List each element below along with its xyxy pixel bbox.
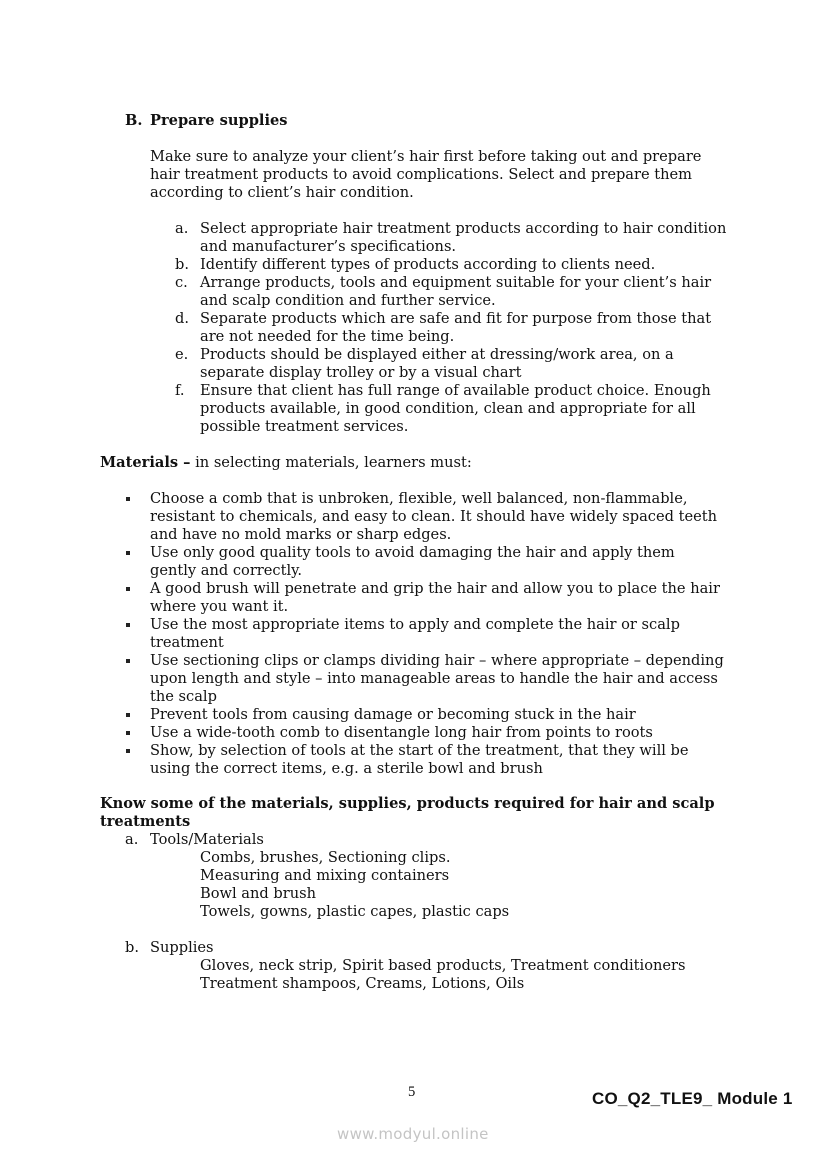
bullet-icon: [126, 497, 130, 501]
bullet-line: Use only good quality tools to avoid damaging the hair and apply them: [150, 544, 675, 561]
bullet-line: A good brush will penetrate and grip the hair and allow you to place the hair: [150, 580, 720, 597]
watermark: www.modyul.online: [337, 1125, 489, 1143]
bullet-line: Choose a comb that is unbroken, flexible, well balanced, non-flammable,: [150, 490, 688, 507]
group-label: b.: [125, 939, 139, 956]
page-number: 5: [408, 1084, 416, 1100]
group-line: Gloves, neck strip, Spirit based products, Treatment conditioners: [200, 957, 686, 974]
bullet-line: Use a wide-tooth comb to disentangle long hair from points to roots: [150, 724, 653, 741]
bullet-icon: [126, 713, 130, 717]
list-item-line: Select appropriate hair treatment products according to hair condition: [200, 220, 727, 237]
list-item-line: are not needed for the time being.: [200, 328, 455, 345]
bullet-line: where you want it.: [150, 598, 289, 615]
bullet-line: Prevent tools from causing damage or becoming stuck in the hair: [150, 706, 636, 723]
bullet-icon: [126, 551, 130, 555]
group-title: Supplies: [150, 939, 214, 956]
bullet-line: gently and correctly.: [150, 562, 303, 579]
list-label: b.: [175, 256, 189, 273]
list-item-line: and manufacturer’s specifications.: [200, 238, 457, 255]
group-title: Tools/Materials: [150, 831, 264, 848]
bullet-line: upon length and style – into manageable areas to handle the hair and access: [150, 670, 718, 687]
bullet-line: the scalp: [150, 688, 217, 705]
list-item-line: and scalp condition and further service.: [200, 292, 496, 309]
intro-line: Make sure to analyze your client’s hair first before taking out and prepare: [150, 148, 702, 165]
intro-line: according to client’s hair condition.: [150, 184, 414, 201]
section-title: Prepare supplies: [150, 112, 288, 129]
bullet-line: resistant to chemicals, and easy to clean. It should have widely spaced teeth: [150, 508, 717, 525]
group-line: Combs, brushes, Sectioning clips.: [200, 849, 451, 866]
list-item-line: separate display trolley or by a visual chart: [200, 364, 522, 381]
group-label: a.: [125, 831, 139, 848]
group-line: Measuring and mixing containers: [200, 867, 450, 884]
materials-heading: [100, 454, 472, 472]
list-label: e.: [175, 346, 189, 363]
bullet-line: treatment: [150, 634, 224, 651]
list-item-line: Ensure that client has full range of available product choice. Enough: [200, 382, 711, 399]
bullet-line: Show, by selection of tools at the start of the treatment, that they will be: [150, 742, 689, 759]
module-code: CO_Q2_TLE9_ Module 1: [592, 1089, 793, 1108]
list-item-line: Arrange products, tools and equipment suitable for your client’s hair: [200, 274, 712, 291]
bullet-line: Use the most appropriate items to apply and complete the hair or scalp: [150, 616, 680, 633]
list-label: d.: [175, 310, 189, 327]
group-line: Treatment shampoos, Creams, Lotions, Oils: [200, 975, 525, 992]
intro-line: hair treatment products to avoid complications. Select and prepare them: [150, 166, 692, 183]
materials-heading-text: in selecting materials, learners must:: [190, 454, 472, 471]
know-heading-line: Know some of the materials, supplies, products required for hair and scalp: [100, 795, 715, 812]
bullet-icon: [126, 623, 130, 627]
bullet-line: Use sectioning clips or clamps dividing hair – where appropriate – depending: [150, 652, 724, 669]
list-item-line: Separate products which are safe and fit for purpose from those that: [200, 310, 712, 327]
section-letter: B.: [125, 112, 143, 129]
bullet-icon: [126, 731, 130, 735]
bullet-icon: [126, 587, 130, 591]
materials-heading-bold: Materials –: [100, 454, 191, 471]
list-item-line: Identify different types of products according to clients need.: [200, 256, 656, 273]
list-label: a.: [175, 220, 189, 237]
group-line: Bowl and brush: [200, 885, 316, 902]
bullet-icon: [126, 659, 130, 663]
list-label: c.: [175, 274, 188, 291]
bullet-icon: [126, 749, 130, 753]
bullet-line: and have no mold marks or sharp edges.: [150, 526, 452, 543]
know-heading-line: treatments: [100, 813, 191, 830]
list-item-line: possible treatment services.: [200, 418, 409, 435]
group-line: Towels, gowns, plastic capes, plastic caps: [200, 903, 510, 920]
list-item-line: products available, in good condition, clean and appropriate for all: [200, 400, 696, 417]
list-item-line: Products should be displayed either at dressing/work area, on a: [200, 346, 674, 363]
bullet-line: using the correct items, e.g. a sterile bowl and brush: [150, 760, 543, 777]
list-label: f.: [175, 382, 185, 399]
